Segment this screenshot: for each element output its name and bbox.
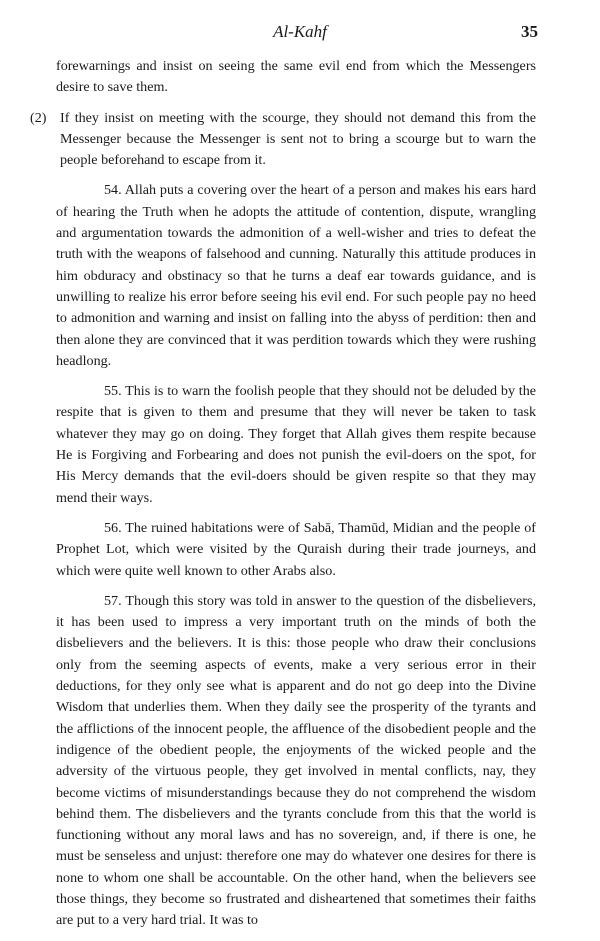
paragraph-continuation: forewarnings and insist on seeing the same evil end from which the Messengers desire to save them. (56, 58, 536, 96)
numbered-point-2 (30, 108, 536, 172)
note-55: 55. This is to warn the foolish people that they should not be deluded by the respite that is given to them and presume that they will never be taken to task whatever they may go on doing. They forget that Allah gives them respite because He is Forgiving and Forbearing and does not punish the evil-doers on the spot, for His Mercy demands that the evil-doers should be given respite so that they may mend their ways. (56, 383, 536, 506)
point-number: (2) (30, 109, 47, 126)
point-text: If they insist on meeting with the scourge, they should not demand this from the Messenger because the Messenger is sent not to bring a scourge but to warn the people beforehand to escape from it. (60, 109, 536, 169)
running-head (0, 22, 600, 46)
note-56: 56. The ruined habitations were of Sabā, Thamūd, Midian and the people of Prophet Lot, which were visited by the Quraish during their trade journeys, and which were quite well known to other Arabs also. (56, 519, 536, 579)
chapter-title: Al-Kahf (273, 22, 327, 41)
note-57: 57. Though this story was told in answer to the question of the disbelievers, it has been used to impress a very important truth on the minds of both the disbelievers and the believers. It is this: those people who draw their conclusions only from the seeming aspects of events, make a very serious error in their deductions, for they only see what is apparent and do not go deep into the Divine Wisdom that underlies them. When they daily see the prosperity of the tyrants and the afflictions of the innocent people, the affluence of the disobedient people and the indigence of the obedient people, the enjoyments of the wicked people and the adversity of the virtuous people, they get involved in mental conflicts, nay, they become victims of misunderstandings because they do not comprehend the wisdom behind them. The disbelievers and the tyrants conclude from this that the world is functioning without any moral laws and has no sovereign, and, if there is one, he must be senseless and unjust: therefore one may do whatever one desires for there is none to whom one shall be accountable. On the other hand, when the believers see those things, they become so frustrated and disheartened that sometimes their faiths are put to a very hard trial. It was to (56, 592, 536, 929)
page-body (30, 56, 536, 941)
page-number: 35 (521, 22, 538, 41)
note-54: 54. Allah puts a covering over the heart of a person and makes his ears hard of hearing the Truth when he adopts the attitude of contention, dispute, wrangling and argumentation towards the admonition of a well-wisher and tries to defeat the truth with the weapons of falsehood and cunning. Naturally this attitude produces in him obduracy and obstinacy so that he turns a deaf ear towards guidance, and is unwilling to realize his error before seeing his evil end. For such people pay no heed to admonition and warning and insist on falling into the abyss of perdition: then and then alone they are convinced that it was perdition towards which they were rushing headlong. (56, 182, 536, 369)
